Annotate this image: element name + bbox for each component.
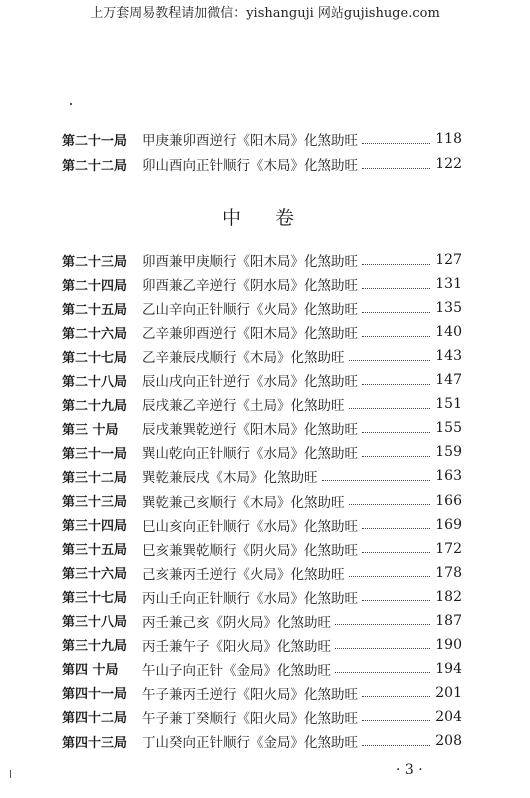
toc-entry-title: 午山子向正针《金局》化煞助旺 bbox=[142, 662, 331, 679]
toc-leader-dots bbox=[362, 518, 430, 529]
toc-entry bbox=[62, 659, 462, 679]
toc-chapter-label: 第二十三局 bbox=[62, 254, 128, 270]
toc-entry-title: 丙壬兼己亥《阴火局》化煞助旺 bbox=[142, 614, 331, 631]
toc-entry-title: 巳山亥向正针顺行《水局》化煞助旺 bbox=[142, 518, 358, 535]
toc-leader-dots bbox=[349, 494, 431, 505]
scan-speck bbox=[10, 770, 11, 778]
toc-page-number: 155 bbox=[435, 420, 462, 437]
toc-chapter-label: 第二十六局 bbox=[62, 326, 128, 342]
toc-leader-dots bbox=[362, 542, 430, 553]
toc-leader-dots bbox=[349, 566, 431, 577]
toc-leader-dots bbox=[362, 326, 430, 337]
toc-chapter-label: 第三十九局 bbox=[62, 639, 128, 655]
toc-entry-title: 巽山乾向正针顺行《水局》化煞助旺 bbox=[142, 446, 358, 463]
toc-leader-dots bbox=[362, 302, 430, 313]
toc-entry bbox=[62, 370, 462, 390]
toc-page-number: 151 bbox=[435, 396, 462, 413]
toc-chapter-label: 第二十四局 bbox=[62, 278, 128, 294]
toc-chapter-label: 第三十一局 bbox=[62, 446, 128, 462]
toc-entry bbox=[62, 274, 462, 294]
toc-chapter-label: 第三十六局 bbox=[62, 567, 128, 583]
toc-entry-title: 巽乾兼己亥顺行《木局》化煞助旺 bbox=[142, 494, 345, 511]
toc-entry-title: 卯山酉向正针顺行《木局》化煞助旺 bbox=[142, 158, 358, 174]
toc-page-number: 187 bbox=[435, 612, 462, 629]
toc-entry bbox=[62, 394, 462, 414]
toc-chapter-label: 第三十七局 bbox=[62, 591, 128, 607]
scan-speck bbox=[70, 103, 72, 105]
toc-entry-title: 卯酉兼乙辛逆行《阴水局》化煞助旺 bbox=[142, 278, 358, 295]
toc-entry bbox=[62, 250, 462, 270]
toc-entry bbox=[62, 298, 462, 318]
toc-page-number: 169 bbox=[435, 516, 462, 533]
toc-entry bbox=[62, 587, 462, 607]
toc-page-number: 159 bbox=[435, 444, 462, 461]
toc-entry bbox=[62, 611, 462, 631]
toc-entry-title: 午子兼丙壬逆行《阳火局》化煞助旺 bbox=[142, 686, 358, 703]
toc-leader-dots bbox=[362, 735, 430, 746]
toc-page-number: 190 bbox=[435, 636, 462, 653]
toc-entry-title: 乙辛兼辰戌顺行《木局》化煞助旺 bbox=[142, 350, 345, 367]
toc-entry bbox=[62, 466, 462, 486]
toc-entry bbox=[62, 442, 462, 462]
toc-chapter-label: 第二十一局 bbox=[62, 133, 128, 149]
toc-page-number: 204 bbox=[435, 708, 462, 725]
toc-entry bbox=[62, 515, 462, 535]
toc-entry-title: 己亥兼丙壬逆行《火局》化煞助旺 bbox=[142, 566, 345, 583]
toc-chapter-label: 第二十七局 bbox=[62, 350, 128, 366]
toc-entry-title: 辰戌兼乙辛逆行《土局》化煞助旺 bbox=[142, 398, 345, 415]
toc-page-number: 118 bbox=[435, 131, 462, 147]
toc-leader-dots bbox=[335, 638, 430, 649]
toc-entry bbox=[62, 707, 462, 727]
toc-entry-title: 巳亥兼巽乾顺行《阴火局》化煞助旺 bbox=[142, 542, 358, 559]
toc-leader-dots bbox=[362, 422, 430, 433]
toc-chapter-label: 第二十五局 bbox=[62, 302, 128, 318]
toc-entry bbox=[62, 129, 462, 149]
toc-entry bbox=[62, 731, 462, 751]
section-title: 中 卷 bbox=[221, 207, 309, 229]
toc-page-number: 172 bbox=[435, 540, 462, 557]
toc-entry-title: 卯酉兼甲庚顺行《阳木局》化煞助旺 bbox=[142, 254, 358, 270]
toc-chapter-label: 第三十二局 bbox=[62, 470, 128, 486]
toc-chapter-label: 第三十三局 bbox=[62, 495, 128, 510]
toc-page-number: 122 bbox=[435, 156, 462, 172]
toc-leader-dots bbox=[335, 662, 430, 673]
toc-chapter-label: 第二十二局 bbox=[62, 158, 128, 174]
toc-page-number: 194 bbox=[435, 660, 462, 677]
toc-leader-dots bbox=[322, 470, 431, 481]
toc-entry-title: 丙山壬向正针顺行《水局》化煞助旺 bbox=[142, 590, 358, 607]
toc-leader-dots bbox=[362, 374, 430, 385]
toc-chapter-label: 第三十五局 bbox=[62, 543, 128, 559]
toc-page-number: 178 bbox=[435, 564, 462, 581]
toc-page-number: 201 bbox=[435, 684, 462, 701]
toc-chapter-label: 第四 十局 bbox=[62, 663, 119, 679]
toc-entry bbox=[62, 418, 462, 438]
toc-page-number: 135 bbox=[435, 300, 462, 317]
toc-page-number: 166 bbox=[435, 492, 462, 509]
toc-page-number: 143 bbox=[435, 348, 462, 365]
toc-leader-dots bbox=[349, 350, 431, 361]
toc-entry-title: 巽乾兼辰戌《木局》化煞助旺 bbox=[142, 470, 318, 487]
toc-leader-dots bbox=[362, 133, 430, 144]
toc-chapter-label: 第二十九局 bbox=[62, 398, 128, 414]
toc-chapter-label: 第三十四局 bbox=[62, 519, 128, 535]
toc-page-number: 127 bbox=[435, 252, 462, 268]
toc-entry bbox=[62, 683, 462, 703]
watermark-text: 上万套周易教程请加微信：yishanguji 网站gujishuge.com bbox=[90, 6, 440, 21]
toc-leader-dots bbox=[362, 158, 430, 169]
toc-entry bbox=[62, 635, 462, 655]
toc-entry-title: 辰戌兼巽乾逆行《阳木局》化煞助旺 bbox=[142, 422, 358, 439]
toc-page-number: 163 bbox=[435, 468, 462, 485]
toc-entry bbox=[62, 539, 462, 559]
toc-entry bbox=[62, 491, 462, 511]
toc-leader-dots bbox=[362, 686, 430, 697]
toc-entry-title: 甲庚兼卯酉逆行《阳木局》化煞助旺 bbox=[142, 133, 358, 149]
toc-entry-title: 乙山辛向正针顺行《火局》化煞助旺 bbox=[142, 302, 358, 319]
toc-chapter-label: 第四十一局 bbox=[62, 687, 128, 703]
toc-page-number: 182 bbox=[435, 588, 462, 605]
toc-page-number: 208 bbox=[435, 733, 462, 749]
toc-leader-dots bbox=[362, 446, 430, 457]
toc-chapter-label: 第四十二局 bbox=[62, 711, 128, 727]
toc-entry-title: 午子兼丁癸顺行《阳火局》化煞助旺 bbox=[142, 710, 358, 727]
toc-entry-title: 丙壬兼午子《阳火局》化煞助旺 bbox=[142, 638, 331, 655]
toc-chapter-label: 第三十八局 bbox=[62, 615, 128, 631]
toc-chapter-label: 第三 十局 bbox=[62, 422, 119, 438]
toc-leader-dots bbox=[362, 590, 430, 601]
toc-leader-dots bbox=[335, 614, 430, 625]
toc-entry-title: 乙辛兼卯酉逆行《阳木局》化煞助旺 bbox=[142, 326, 358, 343]
toc-entry bbox=[62, 563, 462, 583]
toc-leader-dots bbox=[362, 710, 430, 721]
toc-leader-dots bbox=[362, 278, 430, 289]
toc-page-number: 147 bbox=[435, 372, 462, 389]
toc-page-number: 140 bbox=[435, 324, 462, 341]
page-number: · 3 · bbox=[396, 762, 423, 778]
toc-leader-dots bbox=[362, 254, 430, 265]
toc-page-number: 131 bbox=[435, 276, 462, 293]
toc-entry bbox=[62, 322, 462, 342]
toc-chapter-label: 第四十三局 bbox=[62, 735, 128, 751]
toc-entry bbox=[62, 346, 462, 366]
toc-entry bbox=[62, 154, 462, 174]
toc-chapter-label: 第二十八局 bbox=[62, 374, 128, 390]
toc-leader-dots bbox=[349, 398, 431, 409]
toc-entry-title: 丁山癸向正针顺行《金局》化煞助旺 bbox=[142, 735, 358, 751]
toc-entry-title: 辰山戌向正针逆行《水局》化煞助旺 bbox=[142, 374, 358, 391]
